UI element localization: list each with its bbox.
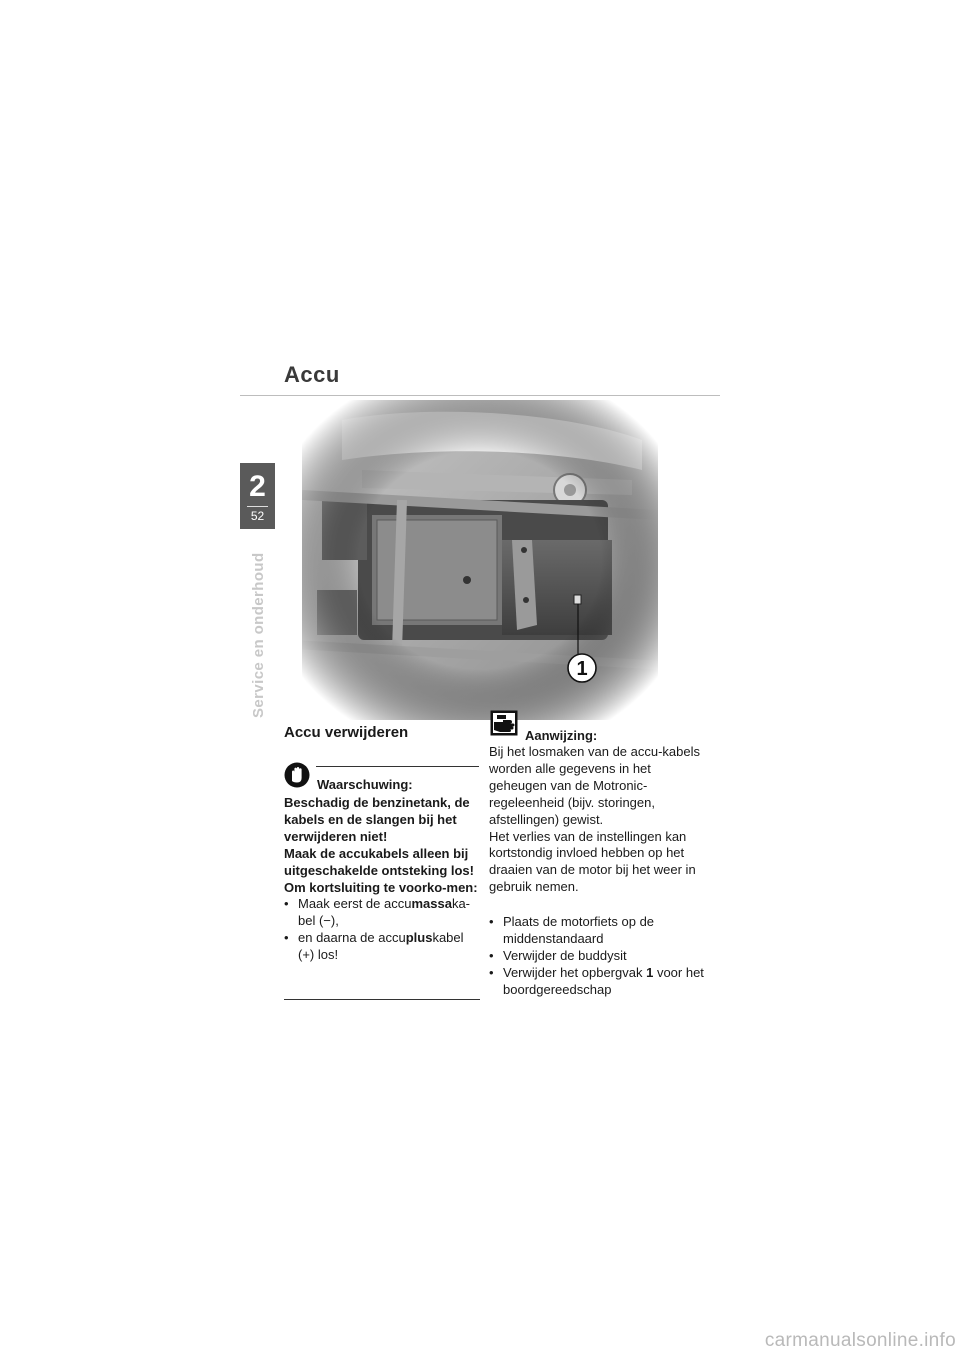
note-hand-icon [490, 710, 518, 736]
note-paragraph: Bij het losmaken van de accu-kabels worden alle gegevens in het geheugen van de Motronic-regeleenheid (bijv. storingen, afstellingen) gewist. [489, 744, 701, 827]
chapter-divider [247, 506, 268, 507]
step-item: • Plaats de motorfiets op de middenstandaard [489, 914, 704, 948]
title-divider [240, 395, 720, 396]
warning-bullet: • en daarna de accupluskabel (+) los! [284, 930, 480, 964]
page-title: Accu [284, 362, 340, 387]
note-title: Aanwijzing: [525, 728, 598, 743]
warning-paragraph: Om kortsluiting te voorko-men: [284, 879, 478, 895]
warning-paragraph: Maak de accukabels alleen bij uitgeschakelde ontsteking los! [284, 845, 474, 878]
note-body [489, 744, 704, 896]
figure-callout: 1 [576, 658, 588, 680]
warning-bullet: • Maak eerst de accumassaka-bel (−), [284, 896, 480, 930]
warning-body [284, 795, 480, 964]
warning-title: Waarschuwing: [317, 777, 413, 792]
warning-rule-bottom [284, 999, 480, 1000]
chapter-number: 2 [249, 470, 266, 503]
note-paragraph: Het verlies van de instellingen kan kortstondig invloed hebben op het draaien van de motor bij het weer in gebruik nemen. [489, 828, 696, 895]
battery-compartment-photo [302, 400, 658, 720]
chapter-side-label: Service en onderhoud [250, 552, 267, 718]
step-item: • Verwijder de buddysit [489, 948, 704, 965]
page-number: 52 [250, 509, 265, 523]
footer-watermark: carmanualsonline.info [764, 1330, 956, 1351]
step-list [489, 914, 704, 999]
warning-paragraph: Beschadig de benzinetank, de kabels en de slangen bij het verwijderen niet! [284, 795, 470, 844]
step-item: • Verwijder het opbergvak 1 voor het boordgereedschap [489, 965, 704, 999]
warning-hand-icon [284, 762, 310, 788]
warning-rule-top [316, 766, 479, 767]
section-heading: Accu verwijderen [284, 724, 409, 741]
